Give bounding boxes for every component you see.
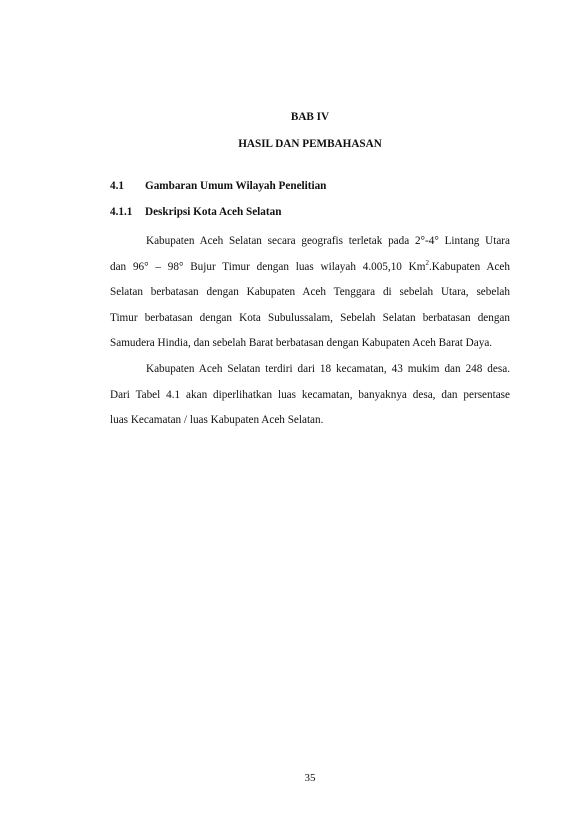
subsection-number: 4.1.1 (110, 206, 133, 218)
paragraph-line: Timur berbatasan dengan Kota Subulussalam, Sebelah Selatan berbatasan dengan (110, 311, 510, 324)
section-title: Gambaran Umum Wilayah Penelitian (145, 180, 327, 192)
paragraph-line: Samudera Hindia, dan sebelah Barat berbatasan dengan Kabupaten Aceh Barat Daya. (110, 337, 493, 350)
page-number: 35 (304, 772, 316, 784)
paragraph-geography (110, 229, 510, 357)
chapter-number: BAB IV (290, 111, 330, 123)
chapter-title: HASIL DAN PEMBAHASAN (238, 138, 382, 150)
paragraph-line: luas Kecamatan / luas Kabupaten Aceh Selatan. (110, 414, 324, 427)
subsection-heading (110, 205, 281, 219)
paragraph-line: Kabupaten Aceh Selatan terdiri dari 18 kecamatan, 43 mukim dan 248 desa. (146, 363, 510, 375)
subsection-title: Deskripsi Kota Aceh Selatan (145, 206, 282, 218)
paragraph-line-part: .Kabupaten Aceh (428, 260, 510, 273)
paragraph-line (110, 255, 510, 281)
paragraph-line: Selatan berbatasan dengan Kabupaten Aceh Tenggara di sebelah Utara, sebelah (110, 286, 510, 299)
paragraph-line: Dari Tabel 4.1 akan diperlihatkan luas kecamatan, banyaknya desa, dan persentase (110, 388, 510, 401)
paragraph-administration (110, 357, 510, 434)
superscript: 2 (425, 258, 429, 267)
section-number: 4.1 (110, 180, 124, 192)
section-heading (110, 179, 326, 193)
paragraph-line: Kabupaten Aceh Selatan secara geografis terletak pada 2°-4° Lintang Utara (146, 235, 510, 247)
paragraph-line-part: dan 96° – 98° Bujur Timur dengan luas wilayah 4.005,10 Km (110, 260, 426, 273)
